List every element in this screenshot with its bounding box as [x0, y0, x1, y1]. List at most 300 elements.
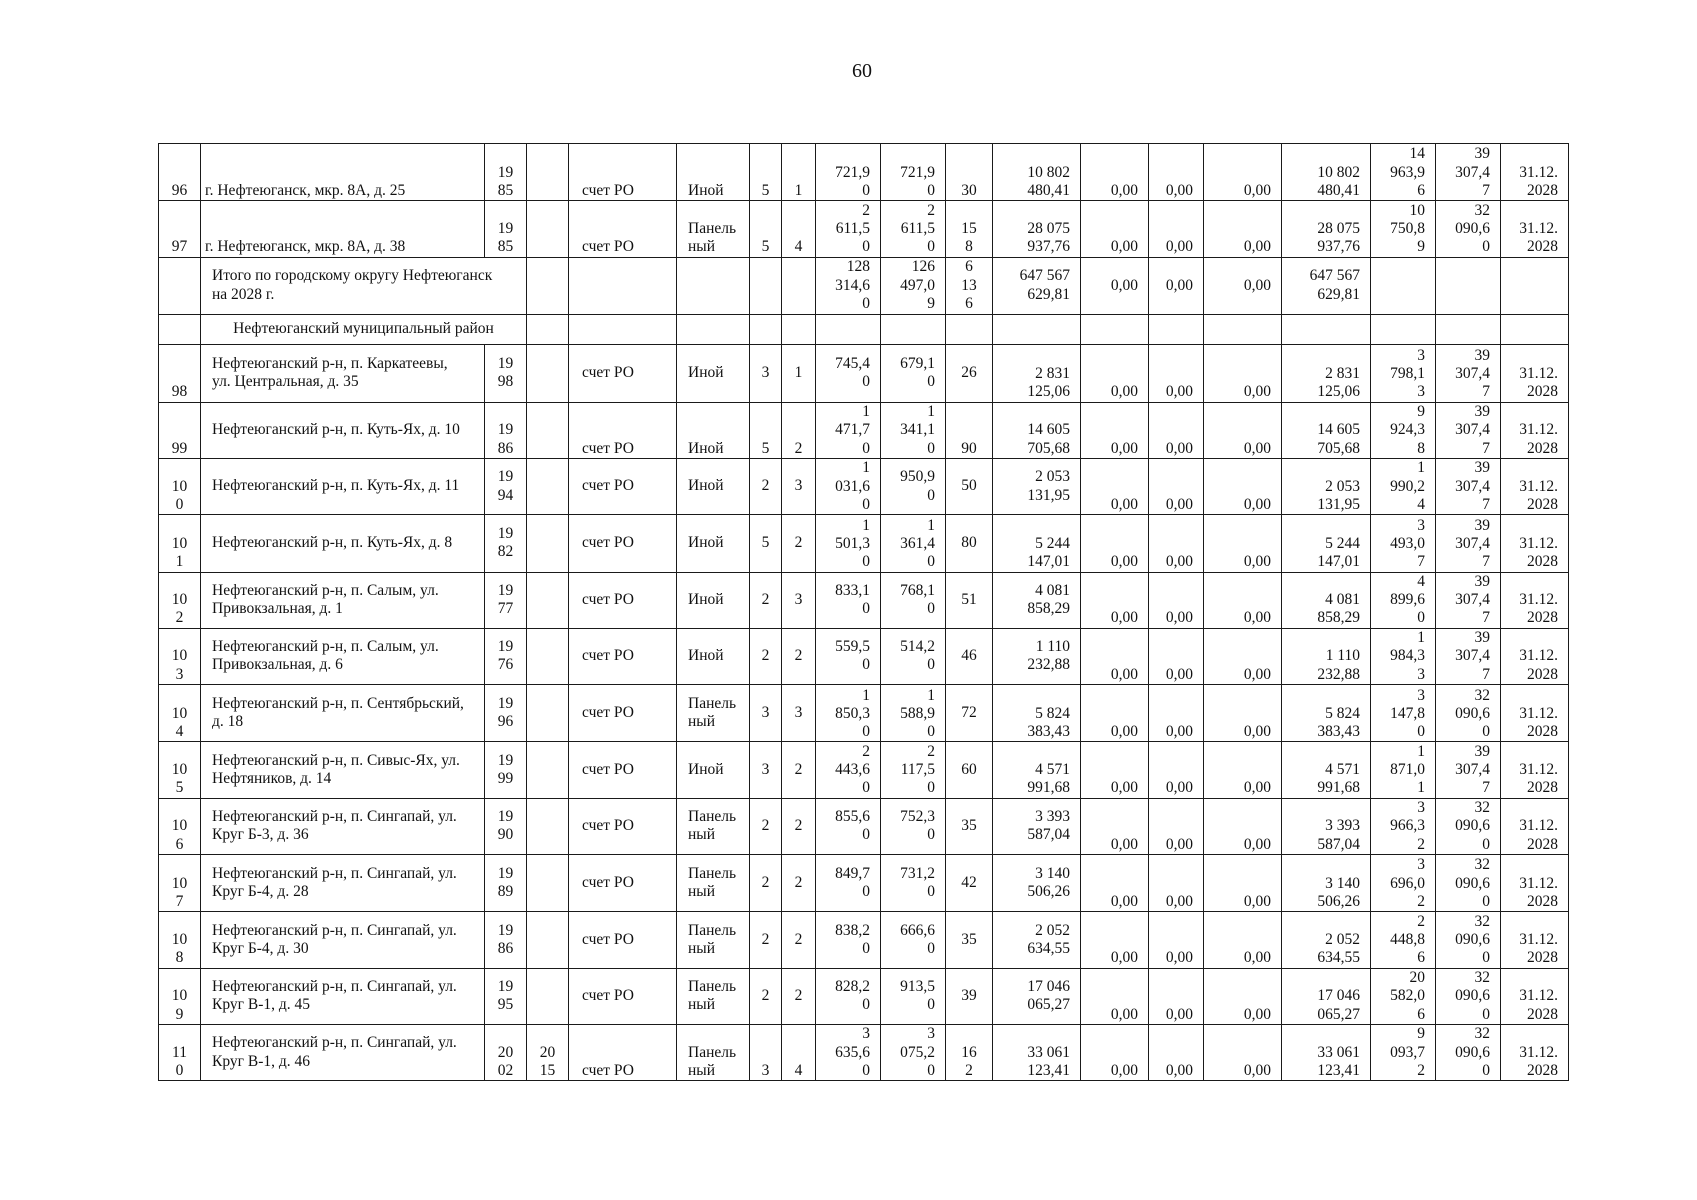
- cell-unit-cost: 9 093,7 2: [1371, 1024, 1436, 1080]
- cell-year-repair: [527, 685, 569, 742]
- cell-entrances: 1: [782, 345, 816, 402]
- cell-residential-area: 126 497,0 9: [881, 257, 946, 314]
- cell-cost-source-1: 0,00: [1081, 798, 1149, 854]
- cell-total-area: 3 635,6 0: [816, 1024, 881, 1080]
- cell-deadline: 31.12. 2028: [1501, 345, 1569, 402]
- cell-residents: 16 2: [946, 1024, 993, 1080]
- cell-cost-owners: 28 075 937,76: [1282, 201, 1371, 257]
- cell-cost-source-3: 0,00: [1204, 402, 1282, 458]
- cell-deadline: 31.12. 2028: [1501, 685, 1569, 742]
- cell-residents: 39: [946, 968, 993, 1024]
- cell-cost-source-2: 0,00: [1149, 912, 1204, 968]
- cell-number: 10 7: [159, 854, 201, 911]
- cell-cost-total: 4 081 858,29: [993, 572, 1081, 628]
- cell-cost-owners: [1282, 314, 1371, 344]
- cell-funding-method: счет РО: [569, 968, 677, 1024]
- cell-deadline: 31.12. 2028: [1501, 144, 1569, 201]
- cell-residential-area: 666,6 0: [881, 912, 946, 968]
- cell-total-area: 745,4 0: [816, 345, 881, 402]
- cell-unit-cost: 3 493,0 7: [1371, 515, 1436, 572]
- cell-residential-area: 2 611,5 0: [881, 201, 946, 257]
- cell-entrances: 4: [782, 201, 816, 257]
- cell-entrances: 4: [782, 1024, 816, 1080]
- cell-floors: 5: [750, 201, 782, 257]
- cell-cost-source-3: 0,00: [1204, 912, 1282, 968]
- cell-residents: 35: [946, 912, 993, 968]
- cell-cost-total: [993, 314, 1081, 344]
- cell-deadline: 31.12. 2028: [1501, 515, 1569, 572]
- cell-year-built: 19 82: [485, 515, 527, 572]
- cell-number: 10 9: [159, 968, 201, 1024]
- cell-number: 10 6: [159, 798, 201, 854]
- cell-funding-method: счет РО: [569, 854, 677, 911]
- cell-cost-owners: 4 081 858,29: [1282, 572, 1371, 628]
- cell-cost-source-2: [1149, 314, 1204, 344]
- table-row: [159, 345, 1569, 402]
- cell-cost-source-3: 0,00: [1204, 144, 1282, 201]
- cell-funding-method: [569, 257, 677, 314]
- cell-cost-source-2: 0,00: [1149, 572, 1204, 628]
- cell-floors: 2: [750, 912, 782, 968]
- cell-total-area: 1 471,7 0: [816, 402, 881, 458]
- cell-cost-source-3: 0,00: [1204, 628, 1282, 684]
- cell-cost-source-3: 0,00: [1204, 1024, 1282, 1080]
- cell-residents: 15 8: [946, 201, 993, 257]
- table-row: [159, 1024, 1569, 1080]
- page-number: 60: [852, 60, 872, 82]
- cell-cost-source-2: 0,00: [1149, 798, 1204, 854]
- cell-number: 10 1: [159, 515, 201, 572]
- cell-funding-method: счет РО: [569, 201, 677, 257]
- cell-unit-cost: 3 966,3 2: [1371, 798, 1436, 854]
- cell-funding-method: счет РО: [569, 515, 677, 572]
- cell-cost-source-2: 0,00: [1149, 628, 1204, 684]
- cell-cost-total: 2 052 634,55: [993, 912, 1081, 968]
- cell-limit-unit-cost: [1436, 257, 1501, 314]
- cell-year-built: 19 86: [485, 402, 527, 458]
- cell-residential-area: 1 341,1 0: [881, 402, 946, 458]
- table-row: [159, 798, 1569, 854]
- cell-entrances: 3: [782, 572, 816, 628]
- cell-funding-method: счет РО: [569, 345, 677, 402]
- cell-cost-source-2: 0,00: [1149, 458, 1204, 514]
- cell-unit-cost: 3 798,1 3: [1371, 345, 1436, 402]
- cell-residential-area: 768,1 0: [881, 572, 946, 628]
- cell-cost-total: 2 053 131,95: [993, 458, 1081, 514]
- cell-year-built: 19 98: [485, 345, 527, 402]
- cell-year-repair: [527, 628, 569, 684]
- cell-entrances: [782, 257, 816, 314]
- cell-floors: 3: [750, 345, 782, 402]
- table-row: [159, 628, 1569, 684]
- cell-entrances: 2: [782, 628, 816, 684]
- cell-limit-unit-cost: 32 090,6 0: [1436, 201, 1501, 257]
- cell-year-built: 20 02: [485, 1024, 527, 1080]
- cell-cost-total: 33 061 123,41: [993, 1024, 1081, 1080]
- cell-cost-source-1: 0,00: [1081, 458, 1149, 514]
- cell-deadline: 31.12. 2028: [1501, 402, 1569, 458]
- cell-total-area: 1 501,3 0: [816, 515, 881, 572]
- cell-unit-cost: 1 990,2 4: [1371, 458, 1436, 514]
- cell-address: Нефтеюганский р-н, п. Каркатеевы, ул. Центральная, д. 35: [201, 345, 485, 402]
- cell-address: г. Нефтеюганск, мкр. 8А, д. 25: [201, 144, 485, 201]
- cell-cost-source-3: 0,00: [1204, 854, 1282, 911]
- cell-wall-material: Иной: [677, 572, 750, 628]
- cell-cost-total: 3 393 587,04: [993, 798, 1081, 854]
- cell-cost-source-3: 0,00: [1204, 345, 1282, 402]
- cell-total-area: 1 850,3 0: [816, 685, 881, 742]
- cell-residents: 42: [946, 854, 993, 911]
- cell-cost-owners: 2 053 131,95: [1282, 458, 1371, 514]
- cell-unit-cost: 14 963,9 6: [1371, 144, 1436, 201]
- cell-number: [159, 314, 201, 344]
- cell-cost-total: 10 802 480,41: [993, 144, 1081, 201]
- cell-number: 97: [159, 201, 201, 257]
- cell-unit-cost: [1371, 314, 1436, 344]
- cell-wall-material: Иной: [677, 515, 750, 572]
- cell-limit-unit-cost: [1436, 314, 1501, 344]
- cell-cost-total: 2 831 125,06: [993, 345, 1081, 402]
- cell-cost-source-1: 0,00: [1081, 345, 1149, 402]
- cell-funding-method: счет РО: [569, 912, 677, 968]
- cell-limit-unit-cost: 39 307,4 7: [1436, 458, 1501, 514]
- cell-total-area: 1 031,6 0: [816, 458, 881, 514]
- cell-number: 10 8: [159, 912, 201, 968]
- cell-residents: 35: [946, 798, 993, 854]
- cell-year-repair: [527, 458, 569, 514]
- cell-year-built: 19 89: [485, 854, 527, 911]
- cell-floors: 2: [750, 572, 782, 628]
- cell-cost-owners: 3 140 506,26: [1282, 854, 1371, 911]
- cell-number: [159, 257, 201, 314]
- cell-cost-total: 4 571 991,68: [993, 742, 1081, 798]
- cell-limit-unit-cost: 32 090,6 0: [1436, 798, 1501, 854]
- cell-cost-source-2: 0,00: [1149, 515, 1204, 572]
- cell-cost-owners: 17 046 065,27: [1282, 968, 1371, 1024]
- cell-year-repair: [527, 798, 569, 854]
- cell-address: Нефтеюганский р-н, п. Куть-Ях, д. 10: [201, 402, 485, 458]
- cell-cost-source-1: 0,00: [1081, 1024, 1149, 1080]
- cell-funding-method: счет РО: [569, 742, 677, 798]
- cell-cost-source-1: 0,00: [1081, 968, 1149, 1024]
- cell-cost-owners: 2 831 125,06: [1282, 345, 1371, 402]
- cell-cost-source-2: 0,00: [1149, 201, 1204, 257]
- cell-entrances: 1: [782, 144, 816, 201]
- cell-cost-owners: 5 824 383,43: [1282, 685, 1371, 742]
- cell-floors: 3: [750, 1024, 782, 1080]
- cell-cost-total: 17 046 065,27: [993, 968, 1081, 1024]
- cell-wall-material: Панель ный: [677, 1024, 750, 1080]
- cell-year-repair: [527, 854, 569, 911]
- cell-year-repair: [527, 144, 569, 201]
- cell-floors: 2: [750, 968, 782, 1024]
- cell-floors: 5: [750, 144, 782, 201]
- cell-wall-material: Иной: [677, 628, 750, 684]
- cell-funding-method: счет РО: [569, 1024, 677, 1080]
- cell-year-built: 19 77: [485, 572, 527, 628]
- table-row: [159, 854, 1569, 911]
- cell-floors: 2: [750, 458, 782, 514]
- cell-funding-method: [569, 314, 677, 344]
- cell-floors: 3: [750, 742, 782, 798]
- cell-year-repair: [527, 201, 569, 257]
- cell-cost-owners: 5 244 147,01: [1282, 515, 1371, 572]
- cell-year-built: 19 76: [485, 628, 527, 684]
- cell-unit-cost: 3 147,8 0: [1371, 685, 1436, 742]
- cell-funding-method: счет РО: [569, 572, 677, 628]
- cell-deadline: [1501, 314, 1569, 344]
- table-body: [159, 144, 1569, 1081]
- cell-cost-total: 5 824 383,43: [993, 685, 1081, 742]
- cell-limit-unit-cost: 39 307,4 7: [1436, 742, 1501, 798]
- cell-cost-total: 1 110 232,88: [993, 628, 1081, 684]
- cell-cost-source-3: 0,00: [1204, 572, 1282, 628]
- cell-residents: [946, 314, 993, 344]
- cell-cost-source-1: 0,00: [1081, 912, 1149, 968]
- cell-total-area: 559,5 0: [816, 628, 881, 684]
- cell-limit-unit-cost: 39 307,4 7: [1436, 402, 1501, 458]
- cell-residents: 46: [946, 628, 993, 684]
- cell-limit-unit-cost: 39 307,4 7: [1436, 144, 1501, 201]
- cell-wall-material: [677, 257, 750, 314]
- cell-year-built: 19 85: [485, 201, 527, 257]
- cell-floors: [750, 257, 782, 314]
- cell-limit-unit-cost: 39 307,4 7: [1436, 628, 1501, 684]
- cell-unit-cost: 4 899,6 0: [1371, 572, 1436, 628]
- cell-cost-owners: 4 571 991,68: [1282, 742, 1371, 798]
- cell-residents: 72: [946, 685, 993, 742]
- cell-floors: 5: [750, 515, 782, 572]
- cell-cost-source-2: 0,00: [1149, 685, 1204, 742]
- cell-cost-source-2: 0,00: [1149, 402, 1204, 458]
- cell-entrances: [782, 314, 816, 344]
- cell-cost-source-1: 0,00: [1081, 685, 1149, 742]
- cell-funding-method: счет РО: [569, 402, 677, 458]
- cell-cost-source-1: [1081, 314, 1149, 344]
- cell-year-built: 19 95: [485, 968, 527, 1024]
- cell-limit-unit-cost: 39 307,4 7: [1436, 572, 1501, 628]
- cell-year-built: 19 94: [485, 458, 527, 514]
- cell-address: Нефтеюганский р-н, п. Салым, ул. Привокзальная, д. 1: [201, 572, 485, 628]
- cell-year-repair: [527, 968, 569, 1024]
- cell-address: г. Нефтеюганск, мкр. 8А, д. 38: [201, 201, 485, 257]
- cell-residents: 60: [946, 742, 993, 798]
- cell-residents: 50: [946, 458, 993, 514]
- cell-limit-unit-cost: 32 090,6 0: [1436, 685, 1501, 742]
- cell-deadline: 31.12. 2028: [1501, 968, 1569, 1024]
- cell-total-area: 855,6 0: [816, 798, 881, 854]
- cell-address: Нефтеюганский р-н, п. Куть-Ях, д. 8: [201, 515, 485, 572]
- cell-year-repair: [527, 314, 569, 344]
- table-row: [159, 572, 1569, 628]
- cell-year-built: 19 86: [485, 912, 527, 968]
- section-row: [159, 314, 1569, 344]
- cell-floors: [750, 314, 782, 344]
- cell-cost-source-1: 0,00: [1081, 515, 1149, 572]
- cell-unit-cost: 9 924,3 8: [1371, 402, 1436, 458]
- cell-funding-method: счет РО: [569, 458, 677, 514]
- cell-cost-source-3: 0,00: [1204, 742, 1282, 798]
- table-row: [159, 685, 1569, 742]
- cell-cost-total: 14 605 705,68: [993, 402, 1081, 458]
- table-row: [159, 201, 1569, 257]
- cell-number: 96: [159, 144, 201, 201]
- cell-deadline: 31.12. 2028: [1501, 1024, 1569, 1080]
- cell-number: 10 0: [159, 458, 201, 514]
- cell-address: Нефтеюганский р-н, п. Куть-Ях, д. 11: [201, 458, 485, 514]
- cell-year-repair: [527, 345, 569, 402]
- cell-deadline: 31.12. 2028: [1501, 458, 1569, 514]
- table-row: [159, 968, 1569, 1024]
- cell-number: 10 5: [159, 742, 201, 798]
- cell-residents: 6 13 6: [946, 257, 993, 314]
- cell-cost-source-3: 0,00: [1204, 201, 1282, 257]
- cell-year-built: 19 85: [485, 144, 527, 201]
- cell-year-repair: [527, 572, 569, 628]
- cell-total-area: 2 443,6 0: [816, 742, 881, 798]
- cell-residential-area: 514,2 0: [881, 628, 946, 684]
- cell-cost-source-1: 0,00: [1081, 628, 1149, 684]
- cell-unit-cost: 20 582,0 6: [1371, 968, 1436, 1024]
- cell-wall-material: Панель ный: [677, 685, 750, 742]
- cell-residential-area: 752,3 0: [881, 798, 946, 854]
- cell-cost-source-1: 0,00: [1081, 854, 1149, 911]
- cell-deadline: 31.12. 2028: [1501, 742, 1569, 798]
- cell-cost-source-1: 0,00: [1081, 402, 1149, 458]
- cell-limit-unit-cost: 32 090,6 0: [1436, 1024, 1501, 1080]
- cell-address: Нефтеюганский р-н, п. Сентябрьский, д. 18: [201, 685, 485, 742]
- cell-unit-cost: 1 984,3 3: [1371, 628, 1436, 684]
- cell-total-area: 2 611,5 0: [816, 201, 881, 257]
- cell-limit-unit-cost: 32 090,6 0: [1436, 912, 1501, 968]
- cell-deadline: 31.12. 2028: [1501, 201, 1569, 257]
- cell-number: 11 0: [159, 1024, 201, 1080]
- cell-limit-unit-cost: 39 307,4 7: [1436, 515, 1501, 572]
- cell-unit-cost: 2 448,8 6: [1371, 912, 1436, 968]
- cell-residents: 90: [946, 402, 993, 458]
- cell-unit-cost: 3 696,0 2: [1371, 854, 1436, 911]
- cell-address: Нефтеюганский р-н, п. Сингапай, ул. Круг Б-3, д. 36: [201, 798, 485, 854]
- cell-year-repair: [527, 402, 569, 458]
- cell-entrances: 2: [782, 854, 816, 911]
- cell-cost-source-1: 0,00: [1081, 144, 1149, 201]
- cell-total-area: 838,2 0: [816, 912, 881, 968]
- cell-entrances: 2: [782, 798, 816, 854]
- cell-cost-source-1: 0,00: [1081, 257, 1149, 314]
- cell-cost-source-1: 0,00: [1081, 572, 1149, 628]
- cell-residents: 80: [946, 515, 993, 572]
- cell-unit-cost: [1371, 257, 1436, 314]
- cell-address: Нефтеюганский р-н, п. Сингапай, ул. Круг Б-4, д. 28: [201, 854, 485, 911]
- cell-wall-material: Иной: [677, 144, 750, 201]
- cell-limit-unit-cost: 39 307,4 7: [1436, 345, 1501, 402]
- cell-wall-material: Панель ный: [677, 968, 750, 1024]
- cell-cost-source-2: 0,00: [1149, 968, 1204, 1024]
- cell-cost-source-3: 0,00: [1204, 257, 1282, 314]
- cell-wall-material: Иной: [677, 402, 750, 458]
- cell-cost-owners: 14 605 705,68: [1282, 402, 1371, 458]
- cell-cost-source-2: 0,00: [1149, 742, 1204, 798]
- cell-total-area: 828,2 0: [816, 968, 881, 1024]
- cell-year-built: 19 99: [485, 742, 527, 798]
- cell-year-repair: [527, 515, 569, 572]
- cell-entrances: 2: [782, 912, 816, 968]
- cell-cost-source-1: 0,00: [1081, 201, 1149, 257]
- cell-deadline: 31.12. 2028: [1501, 798, 1569, 854]
- cell-residential-area: 1 588,9 0: [881, 685, 946, 742]
- cell-cost-source-1: 0,00: [1081, 742, 1149, 798]
- cell-cost-source-2: 0,00: [1149, 1024, 1204, 1080]
- cell-wall-material: Иной: [677, 345, 750, 402]
- cell-funding-method: счет РО: [569, 628, 677, 684]
- cell-entrances: 2: [782, 515, 816, 572]
- cell-residential-area: 1 361,4 0: [881, 515, 946, 572]
- cell-cost-total: 5 244 147,01: [993, 515, 1081, 572]
- cell-wall-material: Иной: [677, 458, 750, 514]
- cell-floors: 2: [750, 628, 782, 684]
- cell-total-area: 849,7 0: [816, 854, 881, 911]
- cell-wall-material: Иной: [677, 742, 750, 798]
- cell-entrances: 2: [782, 968, 816, 1024]
- cell-unit-cost: 10 750,8 9: [1371, 201, 1436, 257]
- cell-cost-source-2: 0,00: [1149, 345, 1204, 402]
- cell-cost-source-2: 0,00: [1149, 854, 1204, 911]
- cell-funding-method: счет РО: [569, 144, 677, 201]
- cell-year-built: 19 96: [485, 685, 527, 742]
- cell-wall-material: [677, 314, 750, 344]
- cell-entrances: 3: [782, 685, 816, 742]
- cell-residents: 30: [946, 144, 993, 201]
- cell-cost-total: 28 075 937,76: [993, 201, 1081, 257]
- table-row: [159, 144, 1569, 201]
- cell-deadline: 31.12. 2028: [1501, 572, 1569, 628]
- cell-total-area: 833,1 0: [816, 572, 881, 628]
- table-row: [159, 402, 1569, 458]
- cell-number: 99: [159, 402, 201, 458]
- cell-total-area: 721,9 0: [816, 144, 881, 201]
- repair-schedule-table: [158, 143, 1569, 1081]
- section-title: Нефтеюганский муниципальный район: [201, 314, 527, 344]
- cell-year-repair: [527, 257, 569, 314]
- cell-deadline: 31.12. 2028: [1501, 628, 1569, 684]
- cell-residential-area: 721,9 0: [881, 144, 946, 201]
- cell-year-built: 19 90: [485, 798, 527, 854]
- cell-cost-source-3: [1204, 314, 1282, 344]
- cell-residential-area: 950,9 0: [881, 458, 946, 514]
- cell-floors: 3: [750, 685, 782, 742]
- cell-unit-cost: 1 871,0 1: [1371, 742, 1436, 798]
- cell-wall-material: Панель ный: [677, 912, 750, 968]
- cell-year-repair: 20 15: [527, 1024, 569, 1080]
- cell-limit-unit-cost: 32 090,6 0: [1436, 854, 1501, 911]
- cell-cost-source-2: 0,00: [1149, 144, 1204, 201]
- cell-cost-owners: 33 061 123,41: [1282, 1024, 1371, 1080]
- cell-entrances: 2: [782, 402, 816, 458]
- cell-residential-area: [881, 314, 946, 344]
- cell-wall-material: Панель ный: [677, 854, 750, 911]
- cell-residential-area: 3 075,2 0: [881, 1024, 946, 1080]
- table-row: [159, 458, 1569, 514]
- table-row: [159, 742, 1569, 798]
- cell-cost-owners: 2 052 634,55: [1282, 912, 1371, 968]
- cell-residents: 26: [946, 345, 993, 402]
- total-label: Итого по городскому округу Нефтеюганск на 2028 г.: [201, 257, 527, 314]
- cell-entrances: 3: [782, 458, 816, 514]
- total-row: [159, 257, 1569, 314]
- cell-residential-area: 679,1 0: [881, 345, 946, 402]
- cell-number: 98: [159, 345, 201, 402]
- cell-funding-method: счет РО: [569, 798, 677, 854]
